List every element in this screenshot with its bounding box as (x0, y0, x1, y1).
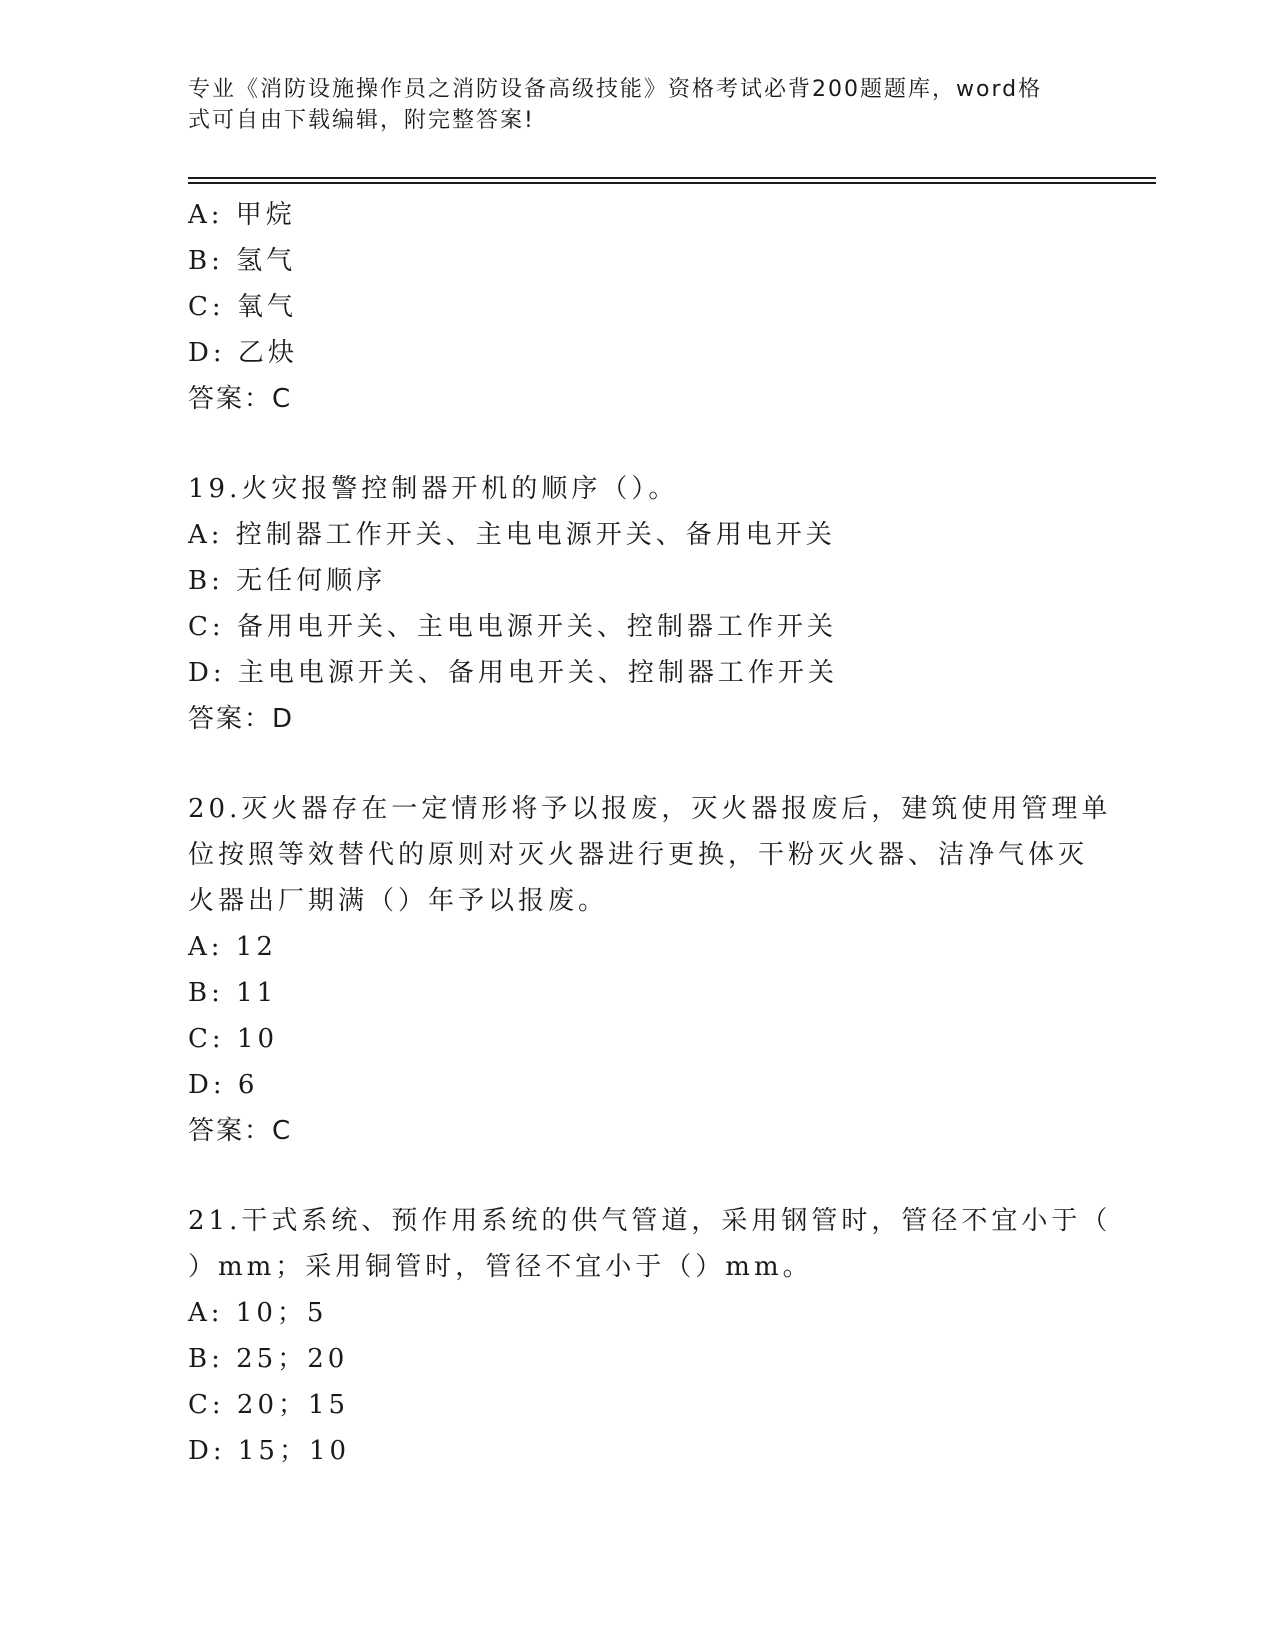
answer-line: 答案：D (188, 704, 295, 734)
question-stem-line-1: 20.灭火器存在一定情形将予以报废，灭火器报废后，建筑使用管理单 (188, 794, 1112, 824)
question-19 (188, 466, 1088, 742)
answer-line: 答案：C (188, 1116, 293, 1146)
question-stem: 19.火灾报警控制器开机的顺序（）。 (188, 474, 679, 504)
header-line-1: 专业《消防设施操作员之消防设备高级技能》资格考试必背200题题库，word格 (188, 77, 1043, 102)
option-c: C: 10 (188, 1024, 279, 1054)
option-c: C: 备用电开关、主电电源开关、控制器工作开关 (188, 612, 837, 642)
option-b: B: 氢气 (188, 246, 297, 276)
question-list (188, 192, 1112, 1474)
document-header (188, 74, 1068, 136)
question-21 (188, 1198, 1112, 1474)
option-d: D: 15；10 (188, 1436, 351, 1466)
question-18 (188, 192, 1088, 422)
option-d: D: 6 (188, 1070, 259, 1100)
question-20 (188, 786, 1112, 1154)
question-stem-line-2: ）mm；采用铜管时，管径不宜小于（）mm。 (188, 1252, 813, 1282)
option-a: A: 甲烷 (188, 200, 296, 230)
header-rule-bottom (188, 182, 1156, 184)
option-d: D: 乙炔 (188, 338, 298, 368)
option-a: A: 控制器工作开关、主电电源开关、备用电开关 (188, 520, 836, 550)
header-rule-top (188, 177, 1156, 179)
option-b: B: 25；20 (188, 1344, 349, 1374)
question-stem-line-1: 21.干式系统、预作用系统的供气管道，采用钢管时，管径不宜小于（ (188, 1206, 1112, 1236)
question-stem-line-3: 火器出厂期满（）年予以报废。 (188, 886, 609, 916)
option-c: C: 20；15 (188, 1390, 350, 1420)
option-a: A: 12 (188, 932, 277, 962)
option-b: B: 11 (188, 978, 278, 1008)
question-stem-line-2: 位按照等效替代的原则对灭火器进行更换，干粉灭火器、洁净气体灭 (188, 840, 1089, 870)
answer-line: 答案：C (188, 384, 293, 414)
option-a: A: 10；5 (188, 1298, 328, 1328)
option-b: B: 无任何顺序 (188, 566, 387, 596)
option-d: D: 主电电源开关、备用电开关、控制器工作开关 (188, 658, 838, 688)
option-c: C: 氧气 (188, 292, 297, 322)
header-line-2: 式可自由下载编辑，附完整答案! (188, 108, 535, 133)
